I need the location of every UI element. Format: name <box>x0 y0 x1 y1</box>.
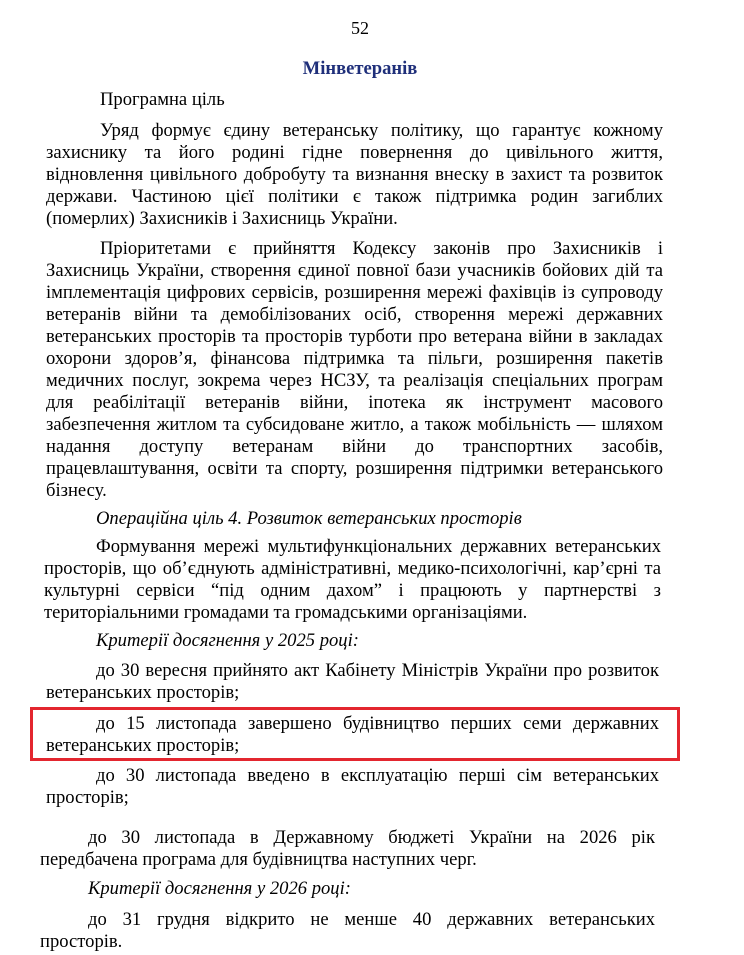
criterion-line-highlighted: до 15 листопада завершено будівництво перших семи державних <box>96 713 659 734</box>
criterion-line-highlighted: ветеранських просторів; <box>46 735 240 756</box>
para2-line: охорони здоров’я, фінансова підтримка та пільги, розширення пакетів <box>46 348 663 369</box>
criteria-2025-heading: Критерії досягнення у 2025 році: <box>96 630 359 651</box>
para1-line: держави. Частиною цієї політики є також підтримка родин загиблих <box>46 186 663 207</box>
criterion-line: до 31 грудня відкрито не менше 40 державних ветеранських <box>88 909 655 930</box>
criterion-line: передбачена програма для будівництва наступних черг. <box>40 849 477 870</box>
ministry-heading: Мінветеранів <box>302 58 418 79</box>
para2-line: працевлаштування, освіти та спорту, розширення підтримки ветеранського <box>46 458 663 479</box>
para2-line: ветеранських просторів та просторів турботи про ветерана війни в закладах <box>46 326 663 347</box>
criterion-line: до 30 листопада в Державному бюджеті України на 2026 рік <box>88 827 655 848</box>
para2-line: Пріоритетами є прийняття Кодексу законів про Захисників і <box>100 238 663 259</box>
para2-line: Захисниць України, створення єдиної повної бази учасників бойових дій та <box>46 260 663 281</box>
criterion-line: до 30 листопада введено в експлуатацію перші сім ветеранських <box>96 765 659 786</box>
para1-line: захиснику та його родині гідне повернення до цивільного життя, <box>46 142 663 163</box>
para3-line: просторів, що об’єднують адміністративні, медико-психологічні, кар’єрні та <box>44 558 661 579</box>
para1-line: відновлення цивільного добробуту та визнання внеску в захист та розвиток <box>46 164 663 185</box>
para3-line: територіальними громадами та громадськими організаціями. <box>44 602 528 623</box>
operational-goal-heading: Операційна ціль 4. Розвиток ветеранських просторів <box>96 508 522 529</box>
para2-line: для реабілітації ветеранів війни, іпотека як інструмент масового <box>46 392 663 413</box>
para3-line: культурні сервіси “під одним дахом” і працюють у партнерстві з <box>44 580 661 601</box>
para2-line: медичних послуг, зокрема через НСЗУ, та реалізація спеціальних програм <box>46 370 663 391</box>
criteria-2026-heading: Критерії досягнення у 2026 році: <box>88 878 351 899</box>
criterion-line: до 30 вересня прийнято акт Кабінету Міністрів України про розвиток <box>96 660 659 681</box>
para2-line: надання доступу ветеранам війни до транспортних засобів, <box>46 436 663 457</box>
para2-line: бізнесу. <box>46 480 107 501</box>
para2-line: ветеранів війни та демобілізованих осіб, створення мережі державних <box>46 304 663 325</box>
para1-line: Уряд формує єдину ветеранську політику, що гарантує кожному <box>100 120 663 141</box>
page-number: 52 <box>351 18 369 38</box>
para2-line: імплементація цифрових сервісів, розширення мережі фахівців із супроводу <box>46 282 663 303</box>
program-goal-heading: Програмна ціль <box>100 89 225 110</box>
para3-line: Формування мережі мультифункціональних державних ветеранських <box>96 536 661 557</box>
para2-line: забезпечення житлом та субсидоване житло, а також мобільність — шляхом <box>46 414 663 435</box>
criterion-line: просторів; <box>46 787 129 808</box>
criterion-line: просторів. <box>40 931 123 952</box>
criterion-line: ветеранських просторів; <box>46 682 240 703</box>
para1-line: (померлих) Захисників і Захисниць України. <box>46 208 398 229</box>
